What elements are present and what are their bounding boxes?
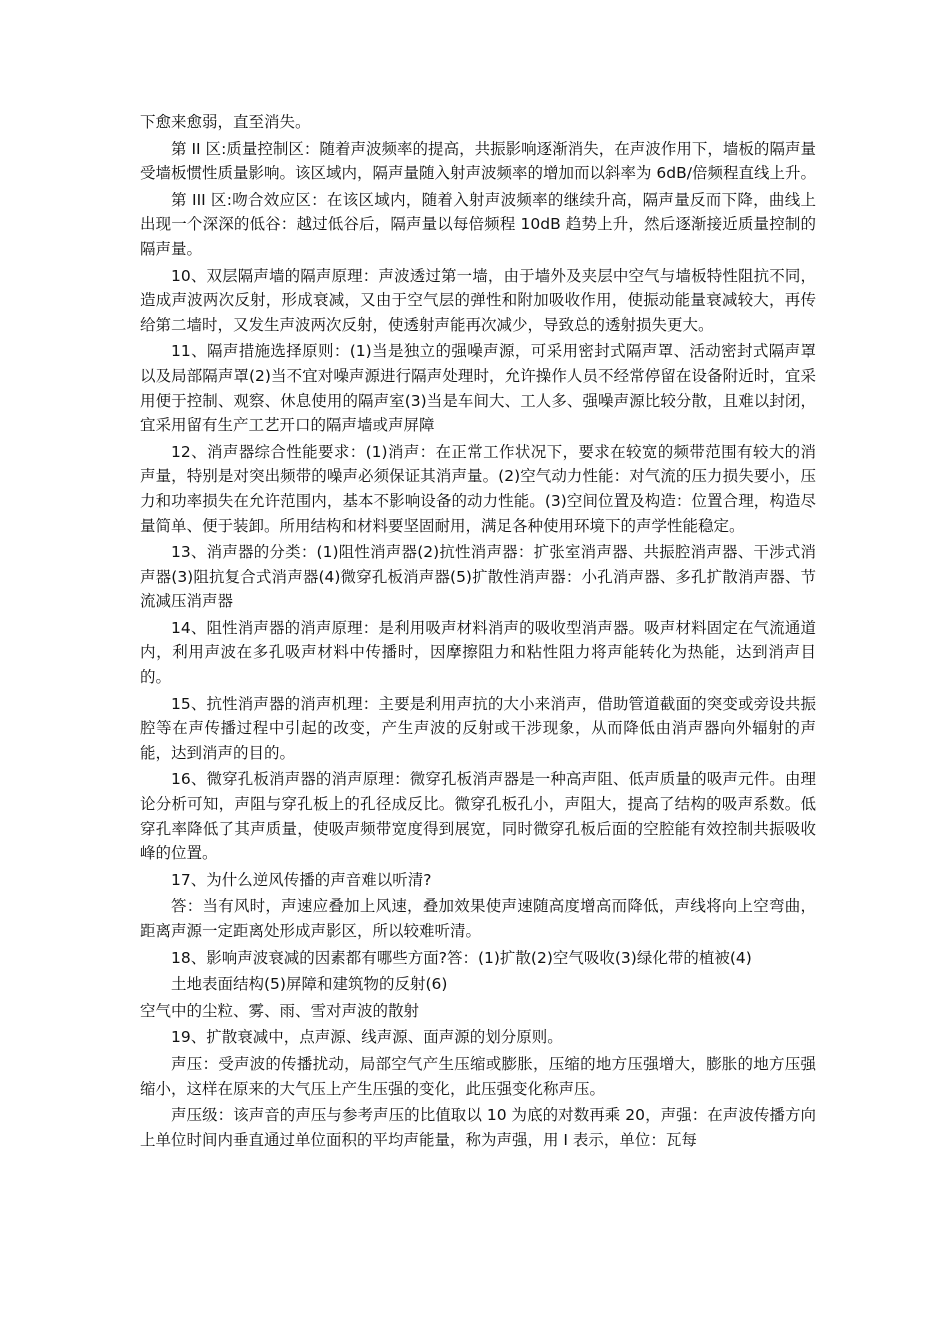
paragraph-16: 19、扩散衰减中，点声源、线声源、面声源的划分原则。: [171, 1028, 563, 1047]
paragraph-7: 13、消声器的分类：(1)阻性消声器(2)抗性消声器：扩张室消声器、共振腔消声器、干涉式消声器(3)阻抗复合式消声器(4)微穿孔板消声器(5)扩散性消声器：小孔消声器、多孔扩散消声器、节流减压消声器: [140, 543, 816, 611]
paragraph-18: 声压级：该声音的声压与参考声压的比值取以 10 为底的对数再乘 20，声强：在声波传播方向上单位时间内垂直通过单位面积的平均声能量，称为声强，用 I 表示，单位：瓦每: [140, 1106, 816, 1149]
paragraph-17: 声压：受声波的传播扰动，局部空气产生压缩或膨胀，压缩的地方压强增大，膨胀的地方压强缩小，这样在原来的大气压上产生压强的变化，此压强变化称声压。: [140, 1054, 816, 1098]
paragraph-5: 11、隔声措施选择原则：(1)当是独立的强噪声源，可采用密封式隔声罩、活动密封式隔声罩以及局部隔声罩(2)当不宜对噪声源进行隔声处理时，允许操作人员不经常停留在设备附近时，宜采用便于控制、观察、休息使用的隔声室(3)当是车间大、工人多、强噪声源比较分散，且难以封闭，宜采用留有生产工艺开口的隔声墙或声屏障: [140, 342, 816, 435]
paragraph-15: 空气中的尘粒、雾、雨、雪对声波的散射: [140, 1001, 420, 1020]
paragraph-4: 10、双层隔声墙的隔声原理：声波透过第一墙，由于墙外及夹层中空气与墙板特性阻抗不同，造成声波两次反射，形成衰减，又由于空气层的弹性和附加吸收作用，使振动能量衰减较大，再传给第二墙时，又发生声波两次反射，使透射声能再次减少，导致总的透射损失更大。: [140, 266, 816, 334]
paragraph-6: 12、消声器综合性能要求：(1)消声：在正常工作状况下，要求在较宽的频带范围有较大的消声量，特别是对突出频带的噪声必须保证其消声量。(2)空气动力性能：对气流的压力损失要小，压力和功率损失在允许范围内，基本不影响设备的动力性能。(3)空间位置及构造：位置合理，构造尽量简单、便于装卸。所用结构和材料要坚固耐用，满足各种使用环境下的声学性能稳定。: [140, 442, 816, 535]
paragraph-12: 答：当有风时，声速应叠加上风速，叠加效果使声速随高度增高而降低，声线将向上空弯曲，距离声源一定距离处形成声影区，所以较难听清。: [140, 897, 816, 940]
paragraph-10: 16、微穿孔板消声器的消声原理：微穿孔板消声器是一种高声阻、低声质量的吸声元件。由理论分析可知，声阻与穿孔板上的孔径成反比。微穿孔板孔小，声阻大，提高了结构的吸声系数。低穿孔率降低了其声质量，使吸声频带宽度得到展宽，同时微穿孔板后面的空腔能有效控制共振吸收峰的位置。: [140, 770, 816, 863]
paragraph-2: 第 II 区:质量控制区：随着声波频率的提高，共振影响逐渐消失，在声波作用下，墙板的隔声量受墙板惯性质量影响。该区域内，隔声量随入射声波频率的增加而以斜率为 6dB/倍频程直线上升。: [140, 139, 816, 183]
paragraph-14: 土地表面结构(5)屏障和建筑物的反射(6): [171, 975, 448, 994]
paragraph-3: 第 III 区:吻合效应区：在该区域内，随着入射声波频率的继续升高，隔声量反而下降，曲线上出现一个深深的低谷：越过低谷后，隔声量以每倍频程 10dB 趋势上升，然后逐渐接近质量控制的隔声量。: [140, 190, 816, 258]
paragraph-11: 17、为什么逆风传播的声音难以听清?: [171, 870, 432, 889]
paragraph-9: 15、抗性消声器的消声机理：主要是利用声抗的大小来消声，借助管道截面的突变或旁设共振腔等在声传播过程中引起的改变，产生声波的反射或干涉现象，从而降低由消声器向外辐射的声能，达到消声的目的。: [140, 694, 816, 762]
paragraph-8: 14、阻性消声器的消声原理：是利用吸声材料消声的吸收型消声器。吸声材料固定在气流通道内，利用声波在多孔吸声材料中传播时，因摩擦阻力和粘性阻力将声能转化为热能，达到消声目的。: [140, 618, 816, 687]
paragraph-13: 18、影响声波衰减的因素都有哪些方面?答：(1)扩散(2)空气吸收(3)绿化带的植被(4): [171, 948, 752, 967]
document-page: [140, 110, 816, 1152]
paragraph-1: 下愈来愈弱，直至消失。: [140, 113, 311, 131]
